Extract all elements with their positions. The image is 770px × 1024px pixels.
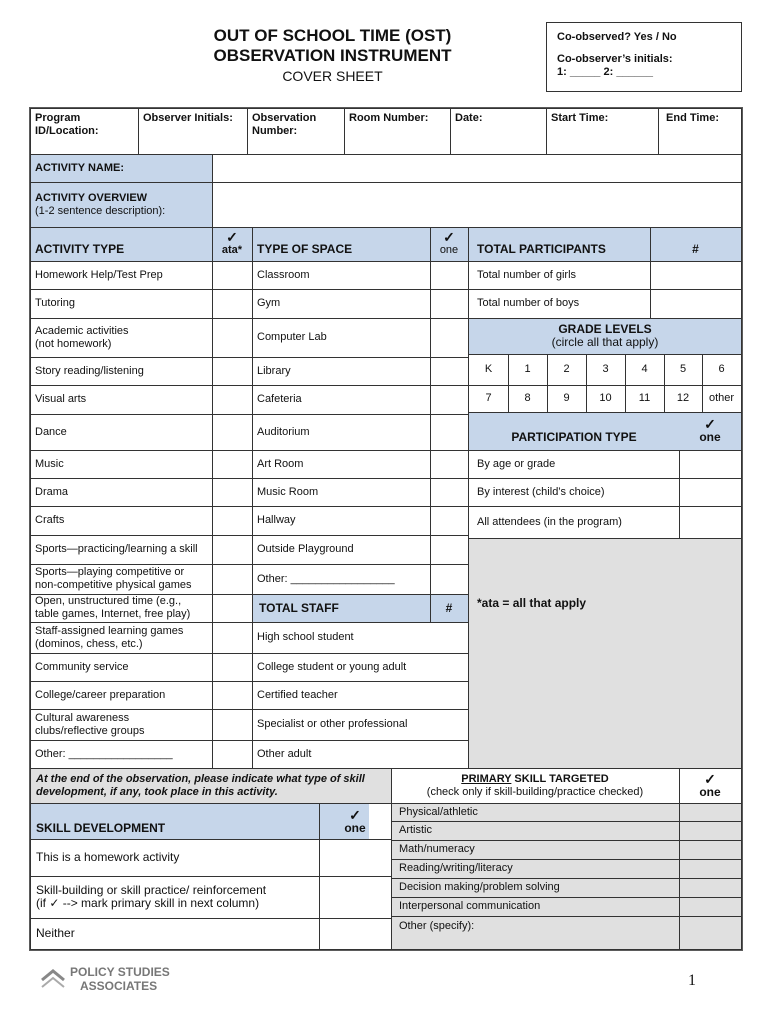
primary-skill-item: Decision making/problem solving [399, 881, 560, 893]
end-time-field[interactable]: End Time: [666, 112, 719, 124]
activity-check-header [212, 227, 252, 261]
space-type-checkbox[interactable] [430, 289, 468, 318]
grade-level-option[interactable]: 1 [524, 363, 531, 375]
check-icon: ✓ [226, 229, 238, 245]
activity-type-checkbox[interactable] [212, 564, 252, 594]
page-number: 1 [688, 972, 696, 989]
activity-type-item: Staff-assigned learning games (dominos, chess, etc.) [35, 624, 184, 650]
space-type-checkbox[interactable] [430, 414, 468, 450]
activity-overview-title: ACTIVITY OVERVIEW [35, 191, 148, 204]
activity-type-header: ACTIVITY TYPE [35, 241, 125, 256]
primary-skill-checkbox[interactable] [679, 859, 741, 878]
primary-skill-title-rest: SKILL TARGETED [511, 772, 609, 785]
one-label: one [439, 244, 459, 256]
space-type-checkbox[interactable] [430, 261, 468, 289]
girls-count-label: Total number of girls [477, 268, 577, 281]
observation-number-field[interactable]: Observation Number: [252, 112, 317, 137]
activity-type-checkbox[interactable] [212, 478, 252, 506]
activity-type-item: Drama [35, 485, 69, 498]
primary-skill-sub: (check only if skill-building/practice checked) [426, 785, 644, 798]
activity-type-item: Story reading/listening [35, 364, 144, 377]
participation-type-item: All attendees (in the program) [477, 515, 622, 528]
activity-overview-sub: (1-2 sentence description): [35, 204, 166, 217]
space-type-item: Music Room [257, 485, 319, 498]
space-type-checkbox[interactable] [430, 357, 468, 385]
skill-development-item: Neither [36, 926, 75, 940]
primary-skill-checkbox[interactable] [679, 916, 741, 949]
space-type-item: Other: _________________ [257, 572, 395, 585]
activity-overview-label [30, 182, 212, 227]
primary-skill-item: Other (specify): [399, 920, 475, 932]
one-label: one [344, 821, 366, 835]
check-icon: ✓ [704, 770, 716, 787]
co-observer-initials-field[interactable]: 1: _____ 2: ______ [557, 66, 654, 78]
skill-checkbox[interactable] [319, 918, 391, 949]
primary-skill-checkbox[interactable] [679, 803, 741, 821]
activity-type-item: Crafts [35, 514, 65, 526]
check-icon: ✓ [704, 416, 716, 432]
space-type-item: Cafeteria [257, 393, 302, 405]
skill-checkbox[interactable] [319, 876, 391, 918]
participation-header: PARTICIPATION TYPE [511, 430, 637, 444]
primary-skill-checkbox[interactable] [679, 840, 741, 859]
grade-level-option[interactable]: 7 [485, 392, 492, 404]
policy-studies-logo [40, 965, 170, 993]
space-type-checkbox[interactable] [430, 385, 468, 414]
primary-skill-title-underlined: PRIMARY [461, 772, 512, 785]
activity-type-item: Sports—playing competitive or non-competitive physical games [35, 566, 192, 591]
participation-type-item: By age or grade [477, 457, 556, 470]
check-icon: ✓ [349, 807, 361, 823]
participation-checkbox[interactable] [679, 506, 741, 538]
activity-type-item: College/career preparation [35, 688, 166, 701]
grade-level-option[interactable]: other [708, 392, 735, 404]
staff-type-item: Certified teacher [257, 688, 338, 701]
participation-check-header [679, 412, 741, 450]
staff-type-item: High school student [257, 631, 354, 643]
space-type-header: TYPE OF SPACE [257, 241, 353, 256]
logo-line2: ASSOCIATES [80, 979, 158, 993]
primary-skill-item: Artistic [399, 824, 432, 836]
grade-level-option[interactable]: 8 [524, 392, 531, 404]
logo-chevron-icon [40, 968, 66, 990]
staff-count-input[interactable] [430, 622, 468, 653]
grade-level-option[interactable]: 11 [638, 392, 651, 404]
space-type-item: Auditorium [257, 425, 310, 438]
grade-level-option[interactable]: K [484, 363, 493, 375]
grade-level-option[interactable]: 3 [602, 363, 609, 375]
ata-footnote: *ata = all that apply [477, 595, 587, 610]
activity-type-checkbox[interactable] [212, 385, 252, 414]
space-check-header [430, 227, 468, 261]
skill-development-header: SKILL DEVELOPMENT [36, 821, 166, 835]
skill-development-item: This is a homework activity [36, 850, 180, 864]
space-type-item: Library [257, 364, 291, 377]
staff-type-item: College student or young adult [257, 660, 407, 673]
space-type-item: Outside Playground [257, 543, 354, 555]
activity-type-checkbox[interactable] [212, 261, 252, 289]
space-type-item: Hallway [257, 514, 296, 526]
grade-level-option[interactable]: 5 [679, 363, 687, 375]
space-type-checkbox[interactable] [430, 318, 468, 357]
form-subtitle: COVER SHEET [282, 68, 383, 84]
activity-type-checkbox[interactable] [212, 709, 252, 740]
grade-level-option[interactable]: 12 [676, 392, 690, 404]
total-staff-header: TOTAL STAFF [259, 600, 339, 615]
room-number-field[interactable]: Room Number: [349, 112, 429, 124]
primary-skill-check-header [679, 768, 741, 803]
activity-name-input[interactable] [212, 154, 741, 182]
participants-header: TOTAL PARTICIPANTS [477, 241, 606, 256]
staff-count-input[interactable] [430, 653, 468, 681]
grade-level-option[interactable]: 2 [563, 363, 570, 375]
staff-type-item: Other adult [257, 747, 312, 760]
activity-type-checkbox[interactable] [212, 357, 252, 385]
co-observer-initials-label: Co-observer’s initials: [557, 53, 673, 65]
activity-overview-input[interactable] [212, 182, 741, 227]
activity-type-checkbox[interactable] [212, 414, 252, 450]
grade-level-option[interactable]: 10 [599, 392, 612, 404]
staff-type-item: Specialist or other professional [257, 718, 408, 730]
boys-count-label: Total number of boys [477, 297, 580, 309]
boys-count-input[interactable] [650, 289, 741, 318]
primary-skill-item: Math/numeracy [399, 843, 475, 855]
space-type-checkbox[interactable] [430, 535, 468, 564]
participation-checkbox[interactable] [679, 478, 741, 506]
grade-level-option[interactable]: 9 [563, 392, 570, 404]
girls-count-input[interactable] [650, 261, 741, 289]
date-field[interactable]: Date: [455, 112, 483, 124]
activity-type-item: Other: _________________ [35, 747, 173, 760]
activity-type-checkbox[interactable] [212, 594, 252, 622]
activity-name-label: ACTIVITY NAME: [35, 161, 125, 174]
activity-type-item: Cultural awareness clubs/reflective groups [35, 711, 145, 737]
co-observed-question[interactable]: Co-observed? Yes / No [557, 31, 677, 43]
primary-skill-header [391, 768, 679, 803]
grade-level-option[interactable]: 6 [718, 363, 725, 375]
participants-hash: # [692, 241, 699, 256]
skill-instruction: At the end of the observation, please indicate what type of skill development, if any, took place in this activity. [36, 772, 365, 798]
activity-type-item: Open, unstructured time (e.g., table games, Internet, free play) [35, 595, 191, 620]
staff-count-input[interactable] [430, 740, 468, 768]
activity-type-checkbox[interactable] [212, 535, 252, 564]
grade-levels-header [469, 318, 741, 354]
form-title-line1: OUT OF SCHOOL TIME (OST) [213, 26, 452, 45]
skill-checkbox[interactable] [319, 839, 391, 876]
primary-skill-item: Physical/athletic [399, 805, 478, 818]
space-type-checkbox[interactable] [430, 478, 468, 506]
observer-initials-field[interactable]: Observer Initials: [143, 112, 233, 124]
primary-skill-checkbox[interactable] [679, 821, 741, 840]
activity-type-checkbox[interactable] [212, 622, 252, 653]
grade-levels-sub: (circle all that apply) [551, 335, 659, 349]
primary-skill-checkbox[interactable] [679, 878, 741, 897]
activity-type-checkbox[interactable] [212, 289, 252, 318]
staff-count-input[interactable] [430, 681, 468, 709]
activity-type-item: Tutoring [35, 297, 75, 309]
primary-skill-checkbox[interactable] [679, 897, 741, 916]
logo-line1: POLICY STUDIES [70, 965, 170, 979]
primary-skill-item: Reading/writing/literacy [399, 862, 513, 874]
program-id-field[interactable]: Program ID/Location: [35, 112, 99, 137]
activity-type-checkbox[interactable] [212, 653, 252, 681]
space-type-checkbox[interactable] [430, 450, 468, 478]
activity-type-item: Sports—practicing/learning a skill [35, 543, 198, 555]
start-time-field[interactable]: Start Time: [551, 112, 609, 124]
skill-development-item: Skill-building or skill practice/ reinforcement (if ✓ --> mark primary skill in next column) [36, 883, 267, 910]
skill-check-header [319, 805, 391, 839]
activity-type-item: Academic activities (not homework) [35, 324, 129, 350]
total-staff-hash: # [445, 600, 453, 615]
space-type-item: Classroom [257, 268, 310, 281]
activity-type-checkbox[interactable] [212, 318, 252, 357]
activity-type-item: Community service [35, 660, 129, 673]
activity-type-checkbox[interactable] [212, 450, 252, 478]
staff-count-input[interactable] [430, 709, 468, 740]
activity-type-checkbox[interactable] [212, 681, 252, 709]
activity-type-item: Dance [35, 425, 67, 438]
grade-levels-title: GRADE LEVELS [558, 322, 652, 336]
form-title-line2: OBSERVATION INSTRUMENT [213, 46, 452, 65]
space-type-item: Computer Lab [257, 331, 327, 343]
activity-type-item: Homework Help/Test Prep [35, 268, 163, 281]
one-label: one [699, 430, 721, 444]
space-type-item: Gym [257, 297, 281, 309]
activity-type-item: Music [35, 457, 64, 470]
participation-type-item: By interest (child’s choice) [477, 485, 605, 498]
primary-skill-item: Interpersonal communication [399, 900, 541, 912]
activity-type-checkbox[interactable] [212, 506, 252, 535]
one-label: one [699, 784, 721, 799]
grade-level-option[interactable]: 4 [641, 363, 648, 375]
space-type-checkbox[interactable] [430, 506, 468, 535]
ata-label: ata* [221, 244, 243, 256]
space-type-item: Art Room [257, 457, 304, 470]
activity-type-checkbox[interactable] [212, 740, 252, 768]
activity-type-item: Visual arts [35, 393, 87, 405]
check-icon: ✓ [443, 229, 455, 245]
participation-checkbox[interactable] [679, 450, 741, 478]
space-type-checkbox[interactable] [430, 564, 468, 594]
